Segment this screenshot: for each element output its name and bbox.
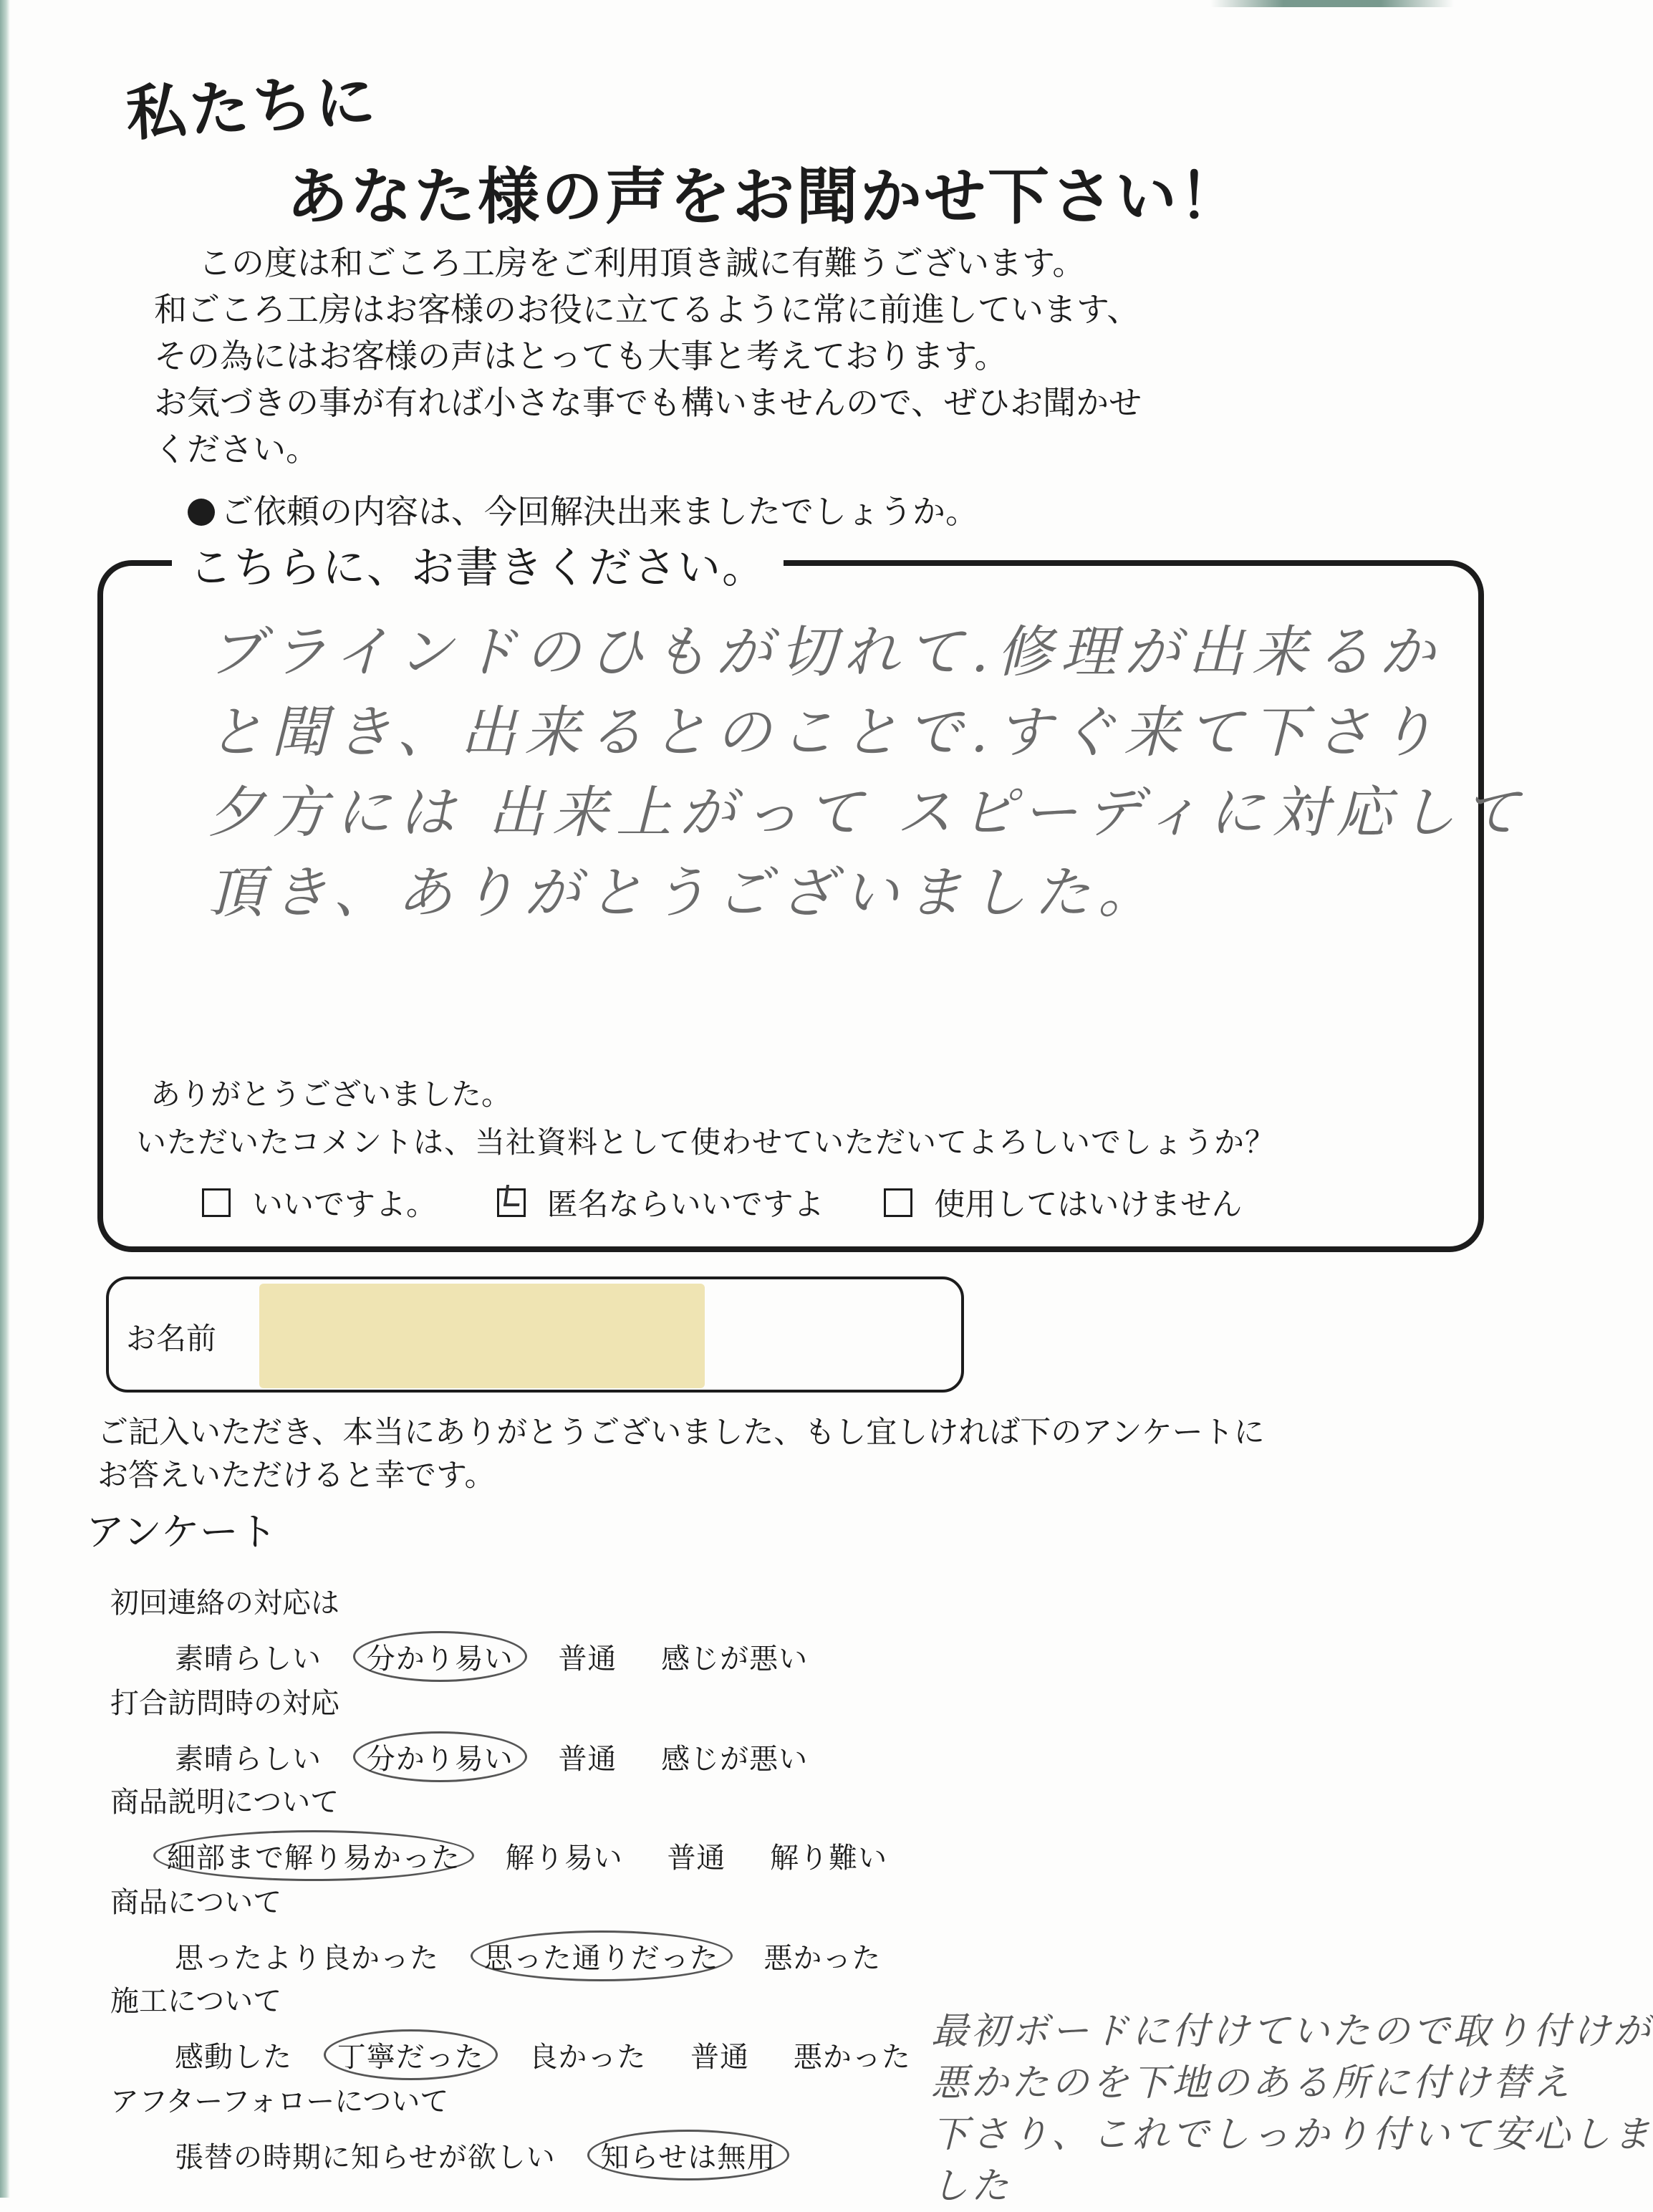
checkbox[interactable]	[884, 1188, 912, 1217]
survey-answers	[110, 1731, 842, 1782]
after-line: ご記入いただき、本当にありがとうございました、もし宜しければ下のアンケートに	[97, 1415, 1265, 1451]
survey-option-selected[interactable]: 思った通りだった	[471, 1930, 733, 1981]
survey-answers	[110, 1930, 915, 1981]
survey-option-selected[interactable]: 丁寧だった	[324, 2029, 498, 2080]
checkbox[interactable]	[202, 1188, 231, 1217]
survey-question	[110, 1978, 945, 2080]
survey-option[interactable]: 感じが悪い	[661, 1643, 809, 1675]
side-note-line: 最初ボードに付けていたので取り付けが	[931, 2010, 1653, 2053]
survey-option[interactable]: 普通	[558, 1643, 617, 1675]
survey-option-selected[interactable]: 分かり易い	[353, 1731, 527, 1782]
intro-line: ください。	[154, 430, 319, 468]
survey-option[interactable]: 悪かった	[763, 1942, 882, 1975]
survey-answers	[110, 2130, 811, 2180]
permission-question: いただいたコメントは、当社資料として使わせていただいてよろしいでしょうか？	[136, 1125, 1276, 1160]
name-redaction	[259, 1284, 705, 1388]
after-line: お答えいただけると幸です。	[97, 1458, 496, 1494]
survey-option[interactable]: 普通	[667, 1842, 726, 1875]
handwritten-side-note	[931, 2006, 1653, 2212]
intro-line: 和ごころ工房はお客様のお役に立てるように常に前進しています、	[154, 290, 1140, 329]
intro-line: お気づきの事が有れば小さな事でも構いませんので、ぜひお聞かせ	[154, 383, 1142, 422]
survey-option[interactable]: 感動した	[175, 2041, 292, 2074]
survey-option[interactable]: 解り難い	[770, 1842, 888, 1875]
survey-question-label: 商品について	[110, 1886, 282, 1919]
survey-question-label: アフターフォローについて	[110, 2085, 449, 2118]
survey-option[interactable]: 張替の時期に知らせが欲しい	[175, 2141, 556, 2174]
question	[188, 486, 978, 533]
intro-line: この度は和ごころ工房をご利用頂き誠に有難うございます。	[198, 244, 1086, 282]
survey-option[interactable]: 素晴らしい	[175, 1643, 322, 1675]
option-ok[interactable]	[202, 1180, 437, 1224]
permission-options	[202, 1180, 1292, 1225]
handwritten-line: と聞き、出来るとのことで.すぐ来て下さり	[208, 701, 1442, 765]
option-label: 匿名ならいいですよ	[546, 1187, 824, 1223]
comment-box-label: こちらに、お書きください。	[172, 534, 784, 595]
survey-question	[110, 2079, 811, 2180]
option-not-allowed[interactable]	[884, 1180, 1242, 1224]
name-label: お名前	[126, 1321, 217, 1356]
survey-title: アンケート	[86, 1509, 277, 1554]
handwritten-comment	[208, 612, 1528, 933]
survey-option-selected[interactable]: 知らせは無用	[587, 2130, 790, 2180]
after-text	[97, 1411, 1265, 1497]
side-note-line: した	[931, 2165, 1012, 2208]
handwritten-line: ブラインドのひもが切れて.修理が出来るか	[208, 620, 1443, 685]
thanks-text: ありがとうございました。	[150, 1077, 512, 1112]
survey-option[interactable]: 良かった	[529, 2041, 647, 2074]
survey-answers	[110, 2029, 945, 2080]
intro-text	[154, 240, 1142, 473]
survey-question-label: 初回連絡の対応は	[110, 1587, 339, 1620]
handwritten-line: 頂き、ありがとうございました。	[208, 861, 1162, 925]
option-label: 使用してはいけません	[934, 1187, 1243, 1223]
option-label: いいですよ。	[252, 1187, 437, 1223]
survey-question	[110, 1680, 842, 1782]
survey-question-label: 打合訪問時の対応	[110, 1687, 339, 1720]
survey-option[interactable]: 感じが悪い	[661, 1743, 809, 1776]
survey-option[interactable]: 素晴らしい	[175, 1743, 322, 1776]
intro-line: その為にはお客様の声はとっても大事と考えております。	[154, 337, 1008, 375]
survey-question	[110, 1880, 915, 1981]
survey-answers	[110, 1830, 922, 1881]
handwritten-line: 夕方には 出来上がって スピーディに対応して	[208, 781, 1528, 845]
title-line-1: 私たちに	[124, 64, 380, 149]
survey-question-label: 施工について	[110, 1985, 282, 2018]
survey-answers	[110, 1631, 842, 1682]
side-note-line: 悪かたのを下地のある所に付け替え	[931, 2062, 1574, 2105]
title-line-2: あなた様の声をお聞かせ下さい！	[286, 160, 1243, 233]
bullet-icon	[188, 499, 215, 526]
survey-option[interactable]: 普通	[558, 1743, 617, 1776]
option-anonymous[interactable]	[497, 1180, 824, 1224]
survey-option-selected[interactable]: 細部まで解り易かった	[153, 1830, 474, 1881]
survey-option-selected[interactable]: 分かり易い	[353, 1631, 527, 1682]
survey-question	[110, 1779, 922, 1881]
question-text: ご依頼の内容は、今回解決出来ましたでしょうか。	[221, 492, 978, 531]
survey-option[interactable]: 解り易い	[505, 1842, 623, 1875]
survey-question-label: 商品説明について	[110, 1786, 339, 1819]
survey-option[interactable]: 悪かった	[793, 2041, 911, 2074]
survey-question	[110, 1580, 842, 1682]
checkbox-checked[interactable]	[497, 1188, 526, 1217]
scan-edge-left	[0, 0, 10, 2198]
side-note-line: 下さり、これでしっかり付いて安心しま	[931, 2113, 1653, 2156]
survey-option[interactable]: 普通	[690, 2041, 750, 2074]
scan-edge-top	[1210, 0, 1454, 7]
survey-option[interactable]: 思ったより良かった	[175, 1942, 439, 1975]
